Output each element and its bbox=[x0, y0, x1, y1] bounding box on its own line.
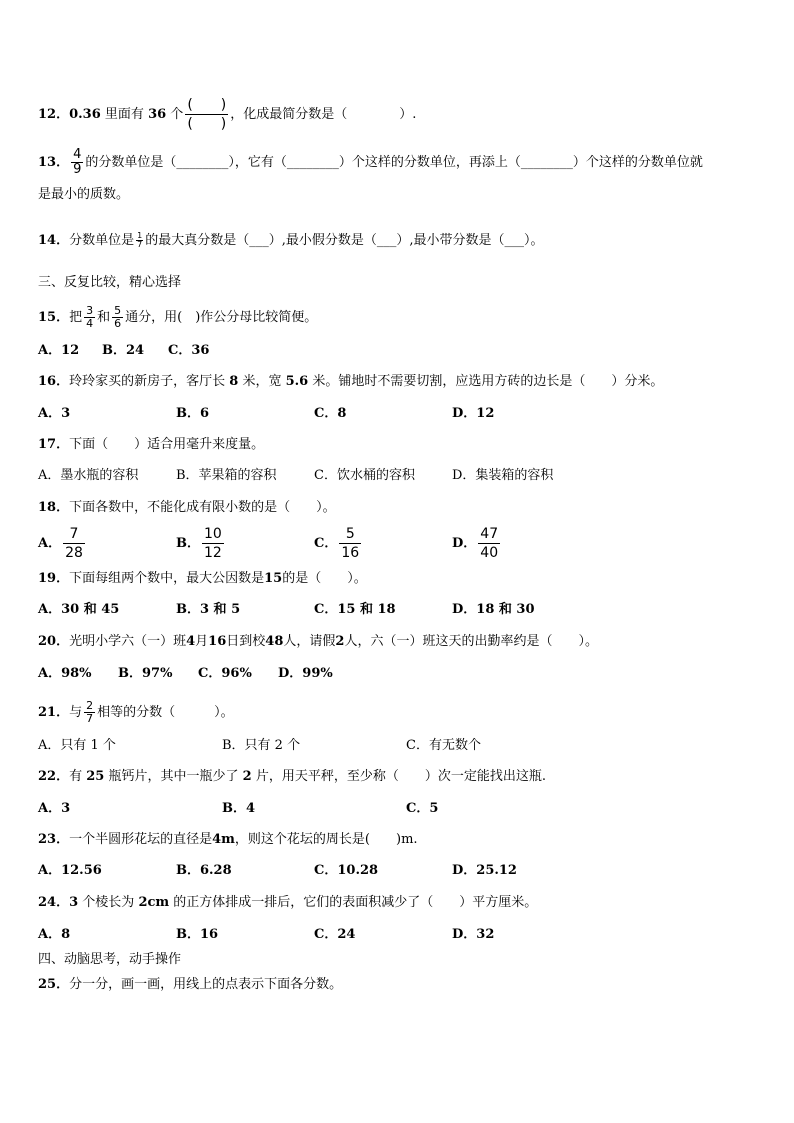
blank-fraction bbox=[185, 96, 228, 133]
fraction bbox=[478, 525, 500, 562]
option-c[interactable]: C．24 bbox=[314, 927, 356, 942]
fraction-denominator: 40 bbox=[480, 545, 499, 561]
option-c[interactable] bbox=[314, 524, 363, 564]
question-text: 有 bbox=[69, 769, 83, 784]
question-text: 日到校 bbox=[226, 634, 266, 649]
options-22 bbox=[38, 799, 758, 819]
question-text: 人，请假 bbox=[283, 634, 336, 649]
number-text: 2 bbox=[335, 634, 345, 649]
fraction-numerator: 5 bbox=[339, 525, 361, 544]
option-b[interactable]: B．16 bbox=[176, 927, 219, 942]
question-number: 21． bbox=[38, 705, 70, 720]
fraction bbox=[84, 305, 95, 330]
question-21 bbox=[38, 700, 234, 725]
fraction bbox=[71, 148, 83, 177]
fraction bbox=[202, 525, 224, 562]
option-label: A． bbox=[38, 536, 62, 551]
number-text: 48 bbox=[265, 634, 284, 649]
option-b[interactable]: B．只有 2 个 bbox=[222, 738, 301, 753]
option-d[interactable]: D．99% bbox=[278, 666, 333, 681]
option-a[interactable] bbox=[38, 524, 87, 564]
number-text: 4m bbox=[212, 832, 235, 847]
options-23 bbox=[38, 861, 758, 881]
option-c[interactable]: C．8 bbox=[314, 406, 347, 421]
option-a[interactable]: A．30 和 45 bbox=[38, 602, 120, 617]
question-22 bbox=[38, 767, 546, 787]
fraction bbox=[112, 305, 123, 330]
number-text: 36 bbox=[148, 107, 167, 122]
question-text: 个棱长为 bbox=[82, 895, 135, 910]
option-b[interactable] bbox=[176, 524, 226, 564]
options-20 bbox=[38, 664, 758, 684]
question-text: 米。铺地时不需要切割，应选用方砖的边长是（ ）分米。 bbox=[312, 374, 664, 389]
question-text: 下面每组两个数中，最大公因数是 bbox=[69, 571, 265, 586]
question-text: 下面各数中，不能化成有限小数的是（ ）。 bbox=[69, 500, 336, 515]
question-text: 的分数单位是（________），它有（________）个这样的分数单位，再添上（________）个这样的分数单位就 bbox=[85, 155, 703, 170]
question-text: 瓶钙片，其中一瓶少了 bbox=[108, 769, 239, 784]
options-16 bbox=[38, 404, 758, 424]
question-number: 18． bbox=[38, 500, 70, 515]
option-d[interactable]: D．32 bbox=[452, 927, 495, 942]
question-number: 23． bbox=[38, 832, 70, 847]
question-text: 与 bbox=[69, 705, 83, 720]
fraction-denominator: 28 bbox=[65, 545, 83, 561]
question-13 bbox=[38, 148, 703, 177]
fraction-numerator: ( ) bbox=[187, 97, 227, 113]
option-b[interactable]: B．24 bbox=[102, 343, 145, 358]
question-text: 分数单位是 bbox=[69, 233, 135, 248]
question-text: 月 bbox=[195, 634, 209, 649]
question-text: 个 bbox=[170, 107, 184, 122]
option-c[interactable]: C．96% bbox=[198, 666, 252, 681]
number-text: 2 bbox=[242, 769, 252, 784]
question-text: 通分，用( )作公分母比较简便。 bbox=[125, 310, 318, 325]
question-number: 15． bbox=[38, 310, 70, 325]
options-24 bbox=[38, 925, 758, 945]
question-number: 14． bbox=[38, 233, 70, 248]
question-18 bbox=[38, 498, 336, 518]
fraction-denominator: 16 bbox=[341, 545, 360, 561]
question-text: 一个半圆形花坛的直径是 bbox=[69, 832, 213, 847]
question-text: ，则这个花坛的周长是( )m. bbox=[234, 832, 418, 847]
question-number: 16． bbox=[38, 374, 70, 389]
number-text: 0.36 bbox=[69, 107, 101, 122]
option-d[interactable] bbox=[452, 524, 502, 564]
question-text: 里面有 bbox=[104, 107, 144, 122]
fraction-numerator: 10 bbox=[204, 526, 222, 542]
question-text: 相等的分数（ ）。 bbox=[97, 705, 234, 720]
section-title: 四、动脑思考，动手操作 bbox=[38, 952, 182, 967]
question-19 bbox=[38, 569, 367, 589]
question-text: 米，宽 bbox=[242, 374, 282, 389]
fraction-denominator: ( ) bbox=[187, 116, 227, 132]
fraction-denominator: 12 bbox=[204, 545, 222, 561]
question-16 bbox=[38, 372, 663, 392]
option-b[interactable]: B．97% bbox=[118, 666, 173, 681]
option-b[interactable]: B．6 bbox=[176, 406, 210, 421]
question-number: 13． bbox=[38, 155, 70, 170]
option-b[interactable]: B．3 和 5 bbox=[176, 602, 241, 617]
number-text: 4 bbox=[186, 634, 196, 649]
option-a[interactable]: A．墨水瓶的容积 bbox=[38, 468, 139, 483]
fraction bbox=[63, 525, 85, 562]
question-text: 下面（ ）适合用毫升来度量。 bbox=[69, 437, 265, 452]
option-a[interactable]: A．12 bbox=[38, 343, 80, 358]
option-a[interactable]: A．只有 1 个 bbox=[38, 738, 116, 753]
question-text: 的最大真分数是（___）,最小假分数是（___）,最小带分数是（___）。 bbox=[145, 233, 544, 248]
fraction-numerator: 47 bbox=[480, 526, 499, 542]
option-a[interactable]: A．8 bbox=[38, 927, 71, 942]
option-a[interactable]: A．3 bbox=[38, 406, 71, 421]
option-d[interactable]: D．18 和 30 bbox=[452, 602, 535, 617]
question-20 bbox=[38, 632, 598, 652]
question-text: 光明小学六（一）班 bbox=[69, 634, 187, 649]
fraction-denominator: 6 bbox=[114, 317, 122, 330]
question-text: 把 bbox=[69, 310, 83, 325]
option-d[interactable]: D．12 bbox=[452, 406, 495, 421]
question-24 bbox=[38, 893, 537, 913]
options-18 bbox=[38, 524, 758, 564]
fraction-denominator: 7 bbox=[86, 712, 94, 725]
section-heading bbox=[38, 950, 181, 970]
number-text: 25 bbox=[86, 769, 105, 784]
section-heading bbox=[38, 273, 181, 293]
question-number: 12． bbox=[38, 107, 70, 122]
question-number: 17． bbox=[38, 437, 70, 452]
fraction-numerator: 5 bbox=[114, 304, 122, 317]
fraction-numerator: 1 bbox=[137, 231, 143, 240]
fraction bbox=[339, 525, 361, 562]
options-15 bbox=[38, 341, 758, 361]
fraction-numerator: 4 bbox=[73, 147, 82, 162]
fraction bbox=[136, 232, 143, 249]
question-number: 25． bbox=[38, 977, 70, 992]
section-title: 三、反复比较，精心选择 bbox=[38, 275, 182, 290]
fraction-denominator: 4 bbox=[86, 317, 94, 330]
question-text: 玲玲家买的新房子，客厅长 bbox=[69, 374, 226, 389]
question-text: ，化成最简分数是（ ）. bbox=[230, 107, 417, 122]
option-b[interactable]: B．4 bbox=[222, 801, 256, 816]
question-text: 片，用天平秤，至少称（ ）次一定能找出这瓶. bbox=[255, 769, 546, 784]
option-c[interactable]: C．15 和 18 bbox=[314, 602, 396, 617]
option-c[interactable]: C．饮水桶的容积 bbox=[314, 468, 415, 483]
option-b[interactable]: B．苹果箱的容积 bbox=[176, 468, 277, 483]
question-text: 和 bbox=[97, 310, 111, 325]
fraction bbox=[84, 700, 95, 725]
option-a[interactable]: A．3 bbox=[38, 801, 71, 816]
question-number: 20． bbox=[38, 634, 70, 649]
option-label: C． bbox=[314, 536, 338, 551]
number-text: 15 bbox=[264, 571, 283, 586]
option-a[interactable]: A．12.56 bbox=[38, 863, 102, 878]
number-text: 16 bbox=[208, 634, 227, 649]
question-text: 分一分，画一画，用线上的点表示下面各分数。 bbox=[69, 977, 343, 992]
options-17 bbox=[38, 466, 758, 486]
option-c[interactable]: C．5 bbox=[406, 801, 439, 816]
option-c[interactable]: C．有无数个 bbox=[406, 738, 481, 753]
question-13-continued bbox=[38, 185, 129, 205]
options-19 bbox=[38, 600, 758, 620]
question-text: 人，六（一）班这天的出勤率约是（ ）。 bbox=[344, 634, 598, 649]
number-text: 2cm bbox=[138, 895, 170, 910]
question-23 bbox=[38, 830, 418, 850]
fraction-numerator: 7 bbox=[63, 525, 85, 544]
option-d[interactable]: D．集装箱的容积 bbox=[452, 468, 554, 483]
option-a[interactable]: A．98% bbox=[38, 666, 92, 681]
question-15 bbox=[38, 305, 317, 330]
question-number: 22． bbox=[38, 769, 70, 784]
option-c[interactable]: C．10.28 bbox=[314, 863, 379, 878]
number-text: 8 bbox=[229, 374, 239, 389]
fraction-numerator: 2 bbox=[86, 699, 94, 712]
question-14 bbox=[38, 231, 543, 251]
fraction-denominator: 9 bbox=[73, 162, 82, 177]
option-d[interactable]: D．25.12 bbox=[452, 863, 517, 878]
question-text: 的正方体排成一排后，它们的表面积减少了（ ）平方厘米。 bbox=[173, 895, 538, 910]
question-text: 的是（ ）。 bbox=[282, 571, 367, 586]
question-number: 24． bbox=[38, 895, 70, 910]
option-label: D． bbox=[452, 536, 477, 551]
question-number: 19． bbox=[38, 571, 70, 586]
fraction-numerator: 3 bbox=[86, 304, 94, 317]
option-label: B． bbox=[176, 536, 200, 551]
question-text: 是最小的质数。 bbox=[38, 187, 130, 202]
fraction-denominator: 7 bbox=[137, 240, 143, 249]
number-text: 5.6 bbox=[285, 374, 309, 389]
question-12 bbox=[38, 96, 416, 133]
question-17 bbox=[38, 435, 264, 455]
question-25 bbox=[38, 975, 342, 995]
number-text: 3 bbox=[69, 895, 79, 910]
option-c[interactable]: C．36 bbox=[168, 343, 210, 358]
options-21 bbox=[38, 736, 758, 756]
option-b[interactable]: B．6.28 bbox=[176, 863, 232, 878]
